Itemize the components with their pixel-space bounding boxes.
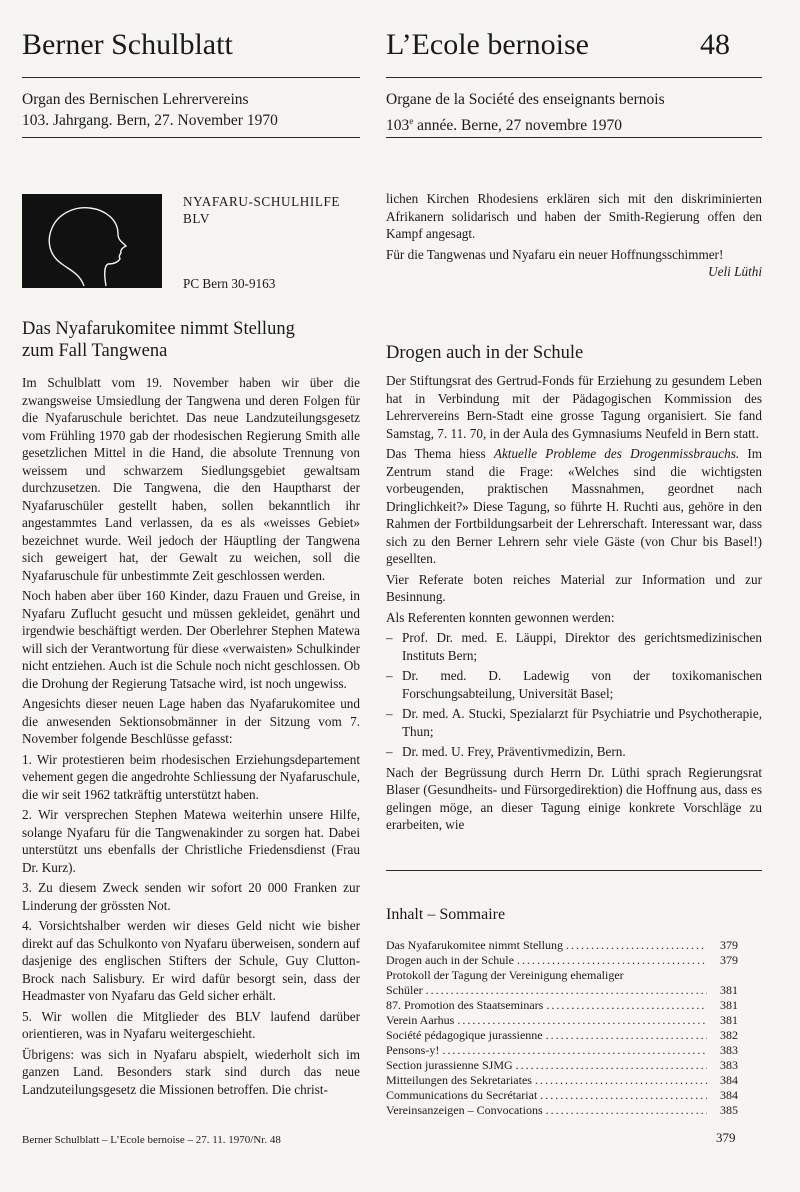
sub-rule-left (22, 137, 360, 138)
organ-de: Organ des Bernischen Lehrervereins (22, 91, 249, 108)
speaker-item (386, 629, 762, 664)
toc-entry-title: Vereinsanzeigen – Convocations (386, 1103, 543, 1117)
logo-org-name (183, 193, 340, 227)
toc-leader (546, 1103, 707, 1118)
toc-entry-page: 383 (720, 1043, 738, 1057)
toc-leader (535, 1073, 707, 1088)
toc-leader (546, 998, 707, 1013)
toc-entry-page: 384 (720, 1073, 738, 1087)
resolution-item: 2. Wir versprechen Stephen Matewa weiterhin unsere Hilfe, solange Nyafaru für die Tangwenakinder zu sorgen hat. Dabei unterstützt uns ebenfalls der Christliche Friedensdienst (Frau Dr. Kurz). (22, 807, 360, 875)
toc-entry[interactable] (386, 998, 738, 1013)
toc-entry-title: Drogen auch in der Schule (386, 953, 514, 967)
theme-intro: Das Thema hiess (386, 446, 494, 461)
theme-body: Im Zentrum stand die Frage: «Welches sind die wichtigsten vorbeugenden, praktischen Massnahmen, geordnet nach Dringlichkeit?» Diese Tagung, so führte H. Ruchti aus, gehöre in den Rahmen der Fortbildungsarbeit der Lehrerschaft. Interessant war, dass sich zu den Berner Lehrern sehr viele Gäste (von Chur bis Basel!) gesellten. (386, 446, 762, 566)
toc-entry[interactable] (386, 1043, 738, 1058)
footer-page-number: 379 (716, 1130, 736, 1145)
toc-entry-page: 381 (720, 983, 738, 997)
toc-entry-page: 385 (720, 1103, 738, 1117)
article-drogen-paragraph (386, 445, 762, 568)
article-drogen (386, 342, 762, 837)
article-drogen-paragraph: Vier Referate boten reiches Material zur Information und zur Besinnung. (386, 571, 762, 604)
issue-number: 48 (700, 28, 730, 61)
speaker-text: Prof. Dr. med. E. Läuppi, Direktor des gerichtsmedizinischen Instituts Bern; (402, 630, 762, 663)
toc-entry[interactable] (386, 1028, 738, 1043)
year-fr-sup: e (409, 116, 414, 126)
article-nyafaru-title-line1: Das Nyafarukomitee nimmt Stellung (22, 319, 295, 339)
toc-leader (426, 983, 707, 998)
list-dash: – (386, 668, 393, 683)
toc-leader (566, 938, 707, 953)
year-de: 103. Jahrgang. Bern, 27. November 1970 (22, 112, 278, 129)
speaker-item (386, 705, 762, 740)
toc-entry-title: Protokoll der Tagung der Vereinigung ehemaliger (386, 968, 624, 982)
closing-paragraph: Für die Tangwenas und Nyafaru ein neuer Hoffnungsschimmer! (386, 246, 724, 262)
article-author: Ueli Lüthi (708, 264, 762, 279)
masthead-rule-left (22, 77, 360, 78)
footer-citation: Berner Schulblatt – L’Ecole bernoise – 27. 11. 1970/Nr. 48 (22, 1134, 281, 1146)
article-nyafaru-paragraph: Im Schulblatt vom 19. November haben wir über die zwangsweise Umsiedlung der Tangwena und deren Folgen für die Nyafaruschule berichtet. Das neue Landzuteilungsgesetz vom Frühling 1970 gab der rhodesischen Regierung Smith alle gesetzlichen Mittel in die Hand, die absolute Trennung von weissem und schwarzem Siedlungsgebiet gewaltsam durchzusetzen. Die Tangwena, die den Hauptharst der Nyafaruschüler gestellt haben, sollen bekanntlich ihr angestammtes Land verlassen, da es als «weisses Gebiet» bezeichnet wurde. Weil jedoch der Häuptling der Tangwena sich geweigert hat, der Gewalt zu weichen, soll die Nyafaruschule für unbestimmte Zeit geschlossen werden. (22, 375, 360, 583)
toc-entry-title: Société pédagogique jurassienne (386, 1028, 543, 1042)
logo-account: PC Bern 30-9163 (183, 276, 276, 291)
article-nyafaru-title (22, 318, 360, 362)
toc-entry-title: Mitteilungen des Sekretariates (386, 1073, 532, 1087)
toc-entry-page: 382 (720, 1028, 738, 1042)
toc-entry-title: Das Nyafarukomitee nimmt Stellung (386, 938, 563, 952)
toc-entry[interactable] (386, 983, 738, 998)
toc-entry-title: Section jurassienne SJMG (386, 1058, 513, 1072)
speaker-text: Dr. med. A. Stucki, Spezialarzt für Psychiatrie und Psychotherapie, Thun; (402, 706, 762, 739)
toc-entry-title: Verein Aarhus (386, 1013, 455, 1027)
masthead-title-de: Berner Schulblatt (22, 28, 233, 61)
table-of-contents (386, 904, 738, 1118)
year-fr-suffix: année. Berne, 27 novembre 1970 (413, 117, 623, 135)
resolution-item: 3. Zu diesem Zweck senden wir sofort 20 000 Franken zur Linderung der grössten Not. (22, 880, 360, 913)
list-dash: – (386, 744, 393, 759)
year-fr-prefix: 103 (386, 117, 410, 135)
continuation-paragraph: lichen Kirchen Rhodesiens erklären sich mit den diskriminierten Afrikanern solidarisch und haben der Smith-Regierung offen den Kampf angesagt. (386, 191, 762, 241)
toc-entry[interactable] (386, 1088, 738, 1103)
year-fr (386, 111, 622, 136)
article-drogen-paragraph: Nach der Begrüssung durch Herrn Dr. Lüthi sprach Regierungsrat Blaser (Gesundheits- und Fürsorgedirektion) die Hoffnung aus, dass es gelingen möge, an dieser Tagung einige konkrete Vorschläge zu erarbeiten, wie (386, 764, 762, 832)
toc-leader (546, 1028, 707, 1043)
toc-entry[interactable] (386, 953, 738, 968)
toc-title: Inhalt – Sommaire (386, 906, 506, 923)
speaker-item (386, 743, 762, 761)
toc-entry[interactable] (386, 938, 738, 953)
toc-entry-page: 381 (720, 1013, 738, 1027)
article-nyafaru-title-line2: zum Fall Tangwena (22, 341, 168, 361)
toc-entry-title: Communications du Secrétariat (386, 1088, 538, 1102)
toc-entry-page: 383 (720, 1058, 738, 1072)
toc-leader (442, 1043, 707, 1058)
article-nyafaru-continued (386, 190, 762, 281)
toc-rule (386, 870, 762, 871)
logo-org-line1: NYAFARU-SCHULHILFE (183, 194, 341, 209)
article-nyafaru (22, 318, 360, 1101)
sub-rule-right (386, 137, 762, 138)
article-nyafaru-paragraph: Noch haben aber über 160 Kinder, dazu Frauen und Greise, in Nyafaru Zuflucht gesucht und müssen gekleidet, genährt und irgendwie beschäftigt werden. Der Oberlehrer Stephen Matewa will sich der Verantwortung für diese «verwaisten» Schulkinder nicht entziehen. Auch ist die Schule noch nicht geschlossen. Ob die Drohung der Regierung Tatsache wird, ist noch ungewiss. (22, 588, 360, 691)
article-drogen-paragraph: Als Referenten konnten gewonnen werden: (386, 609, 615, 625)
toc-entry-title: 87. Promotion des Staatseminars (386, 998, 544, 1012)
speaker-item (386, 667, 762, 702)
toc-entry[interactable] (386, 1073, 738, 1088)
resolution-item: 1. Wir protestieren beim rhodesischen Erziehungsdepartement vehement gegen die angedrohte Schliessung der Nyafaruschule, die wir seit 1962 tatkräftig unterstützt haben. (22, 751, 360, 802)
toc-leader (457, 1013, 707, 1028)
toc-entry-page: 384 (720, 1088, 738, 1102)
toc-entry-title: Schüler (386, 983, 423, 997)
resolution-item: 5. Wir wollen die Mitglieder des BLV laufend darüber orientieren, was in Nyafaru weitergeschieht. (22, 1008, 360, 1041)
toc-entry[interactable] (386, 1058, 738, 1073)
child-head-silhouette-icon (22, 194, 162, 288)
nyafaru-logo (22, 194, 162, 288)
toc-leader (516, 1058, 707, 1073)
article-drogen-paragraph: Der Stiftungsrat des Gertrud-Fonds für Erziehung zu gesundem Leben hat in Verbindung mit der Pädagogischen Kommission des Lehrervereins Bern-Stadt eine grosse Tagung organisiert. Sie fand Samstag, 7. 11. 70, in der Aula des Gymnasiums Neufeld in Bern statt. (386, 373, 762, 441)
organ-fr: Organe de la Société des enseignants bernois (386, 91, 665, 108)
article-nyafaru-paragraph: Übrigens: was sich in Nyafaru abspielt, wiederholt sich im ganzen Land. Besonders stark sind durch das neue Landzuteilungsgesetz die Missionen betroffen. Die christ- (22, 1046, 360, 1097)
toc-entry-page: 381 (720, 998, 738, 1012)
list-dash: – (386, 630, 393, 645)
toc-leader (540, 1088, 707, 1103)
article-nyafaru-paragraph: Angesichts dieser neuen Lage haben das Nyafarukomitee und die anwesenden Sektionsobmänner in der Sitzung vom 7. November folgende Beschlüsse gefasst: (22, 696, 360, 746)
speaker-text: Dr. med. U. Frey, Präventivmedizin, Bern. (402, 744, 626, 759)
theme-title: Aktuelle Probleme des Drogenmissbrauchs. (493, 446, 740, 461)
toc-entry-protokoll-line[interactable] (386, 968, 738, 983)
list-dash: – (386, 706, 393, 721)
toc-entry-page: 379 (720, 953, 738, 967)
toc-entry[interactable] (386, 1103, 738, 1118)
masthead-rule-right (386, 77, 762, 78)
toc-entry-title: Pensons-y! (386, 1043, 440, 1057)
toc-entry[interactable] (386, 1013, 738, 1028)
masthead-title-fr: L’Ecole bernoise (386, 28, 589, 61)
logo-org-line2: BLV (183, 211, 210, 226)
article-drogen-title: Drogen auch in der Schule (386, 343, 584, 363)
toc-entry-page: 379 (720, 938, 738, 952)
resolution-item: 4. Vorsichtshalber werden wir dieses Geld nicht wie bisher direkt auf das Schulkonto von Nyafaru überweisen, sondern auf dasjenige des englischen Stifters der Schule, Guy Clutton-Brock nach Salisbury. Er wird dafür besorgt sein, dass der Headmaster von Nyafaru das Geld sicher erhält. (22, 918, 360, 1003)
toc-leader (517, 953, 707, 968)
speaker-text: Dr. med. D. Ladewig von der toxikomanischen Forschungsabteilung, Universität Basel; (402, 668, 762, 701)
